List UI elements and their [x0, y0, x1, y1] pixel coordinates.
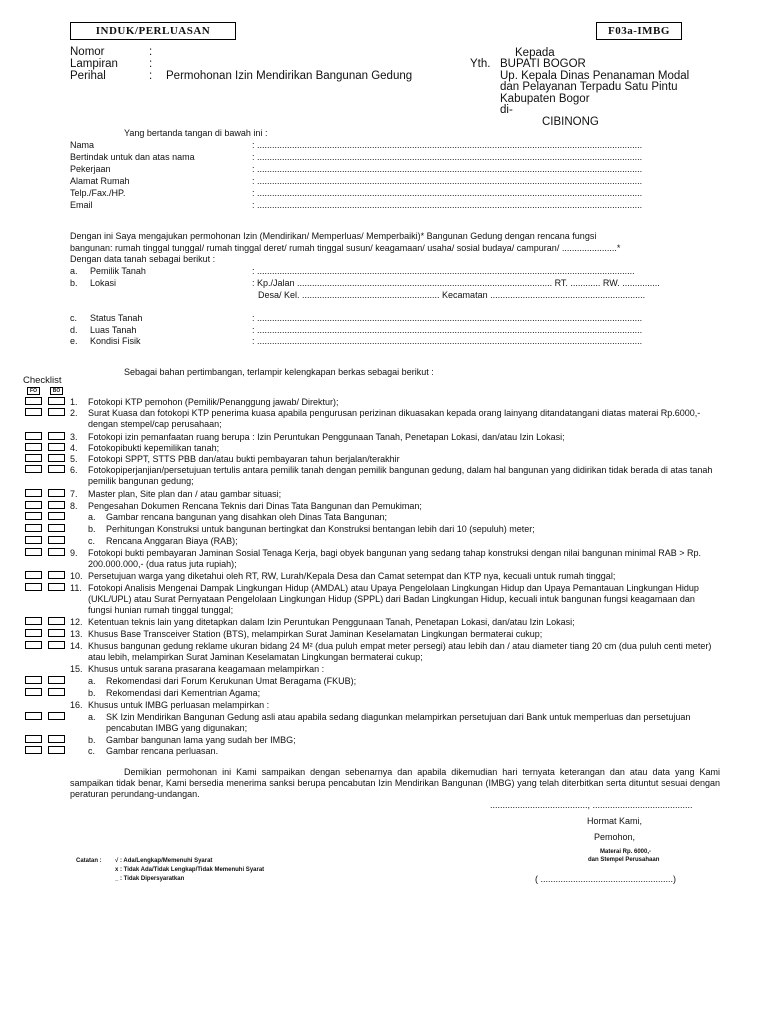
notes-line-3: _ : Tidak Dipersyaratkan — [115, 876, 185, 882]
field-colon: : — [252, 152, 255, 162]
checkbox-bo-1[interactable] — [48, 397, 65, 405]
checkbox-bo-13[interactable] — [48, 629, 65, 637]
land-label-pemilik: Pemilik Tanah — [90, 266, 146, 276]
checkbox-bo-8c[interactable] — [48, 536, 65, 544]
land-letter-e: e. — [70, 336, 78, 346]
checkbox-bo-16a[interactable] — [48, 712, 65, 720]
field-line-alamat[interactable]: : .......................................................................................................................................................... — [252, 176, 643, 186]
item-text: Fotokopi izin pemanfaatan ruang berupa : Izin Peruntukan Penggunaan Tanah, Penetapan Lokasi, dan/atau Izin Lokasi; — [88, 432, 565, 442]
checkbox-fo-16a[interactable] — [25, 712, 42, 720]
item-text: Khusus untuk sarana prasarana keagamaan melampirkan : — [88, 664, 325, 674]
item-text: Gambar rencana bangunan yang disahkan oleh Dinas Tata Bangunan; — [106, 512, 388, 522]
field-line-telp[interactable]: : .......................................................................................................................................................... — [252, 188, 643, 198]
field-colon: : — [252, 140, 255, 150]
field-label-alamat: Alamat Rumah — [70, 176, 130, 186]
land-line-lokasi-2[interactable]: Desa/ Kel. ....................................................... Kecamatan .............................................................. — [258, 290, 646, 300]
checkbox-fo-9[interactable] — [25, 548, 42, 556]
item-text: Pengesahan Dokumen Rencana Teknis dari Dinas Tata Bangunan dan Pemukiman; — [88, 501, 422, 511]
land-label-kondisi: Kondisi Fisik — [90, 336, 141, 346]
item-text: Master plan, Site plan dan / atau gambar situasi; — [88, 489, 282, 499]
place-date-line[interactable]: ......................................., ........................................ — [490, 800, 693, 810]
land-label-status: Status Tanah — [90, 313, 143, 323]
checkbox-fo-10[interactable] — [25, 571, 42, 579]
checklist-title: Checklist — [23, 375, 62, 386]
item-text: Fotokopi Analisis Mengenai Dampak Lingkungan Hidup (AMDAL) atau Upaya Pengelolaan Lingkungan Hidup dan Upaya Pemantauan Lingkungan Hidup (UKL/UPL) atau Surat Pernyataan Pengelolaan Lingkungan Hidup (SPPL) dari Badan Lingkungan Hidup, kecuali intuk bangunan fungsi keagamaan dan fungsi hunian rumah tinggal tunggal; — [88, 583, 699, 615]
item-number: 1. — [70, 397, 78, 407]
item-number: 15. — [70, 664, 83, 674]
address-line1: BUPATI BOGOR — [500, 58, 586, 70]
field-line-nama[interactable]: : .......................................................................................................................................................... — [252, 140, 643, 150]
checkbox-bo-16c[interactable] — [48, 746, 65, 754]
meta-perihal-value: Permohonan Izin Mendirikan Bangunan Gedung — [166, 70, 413, 82]
request-paragraph-line2: bangunan: rumah tinggal tunggal/ rumah tinggal deret/ rumah tinggal susun/ keagamaan/ usaha/ sosial budaya/ campuran/ ......................* — [70, 243, 621, 253]
checkbox-bo-3[interactable] — [48, 432, 65, 440]
item-letter: c. — [88, 536, 96, 546]
checkbox-fo-15a[interactable] — [25, 676, 42, 684]
checkbox-bo-2[interactable] — [48, 408, 65, 416]
land-line-kondisi[interactable]: : .......................................................................................................................................................... — [252, 336, 643, 346]
closing-paragraph: Demikian permohonan ini Kami sampaikan dengan sebenarnya dan apabila dikemudian hari ternyata keterangan dan atau data yang Kami sampaikan tidak benar, Kami bersedia menerima sanksi berupa pencabutan Izin Mendirikan Bangunan (IMBG) yang telah diterbitkan serta dituntut sesuai dengan peraturan perundang-undangan. — [70, 767, 720, 799]
item-text: Gambar bangunan lama yang sudah ber IMBG; — [106, 735, 296, 745]
checkbox-fo-16b[interactable] — [25, 735, 42, 743]
item-text: Fotokopi bukti pembayaran Jaminan Sosial Tenaga Kerja, bagi obyek bangunan yang sedang tahap konstruksi dengan nilai bangunan minimal RAB > Rp. 200.000.000,- (dua ratus juta rupiah); — [88, 548, 701, 569]
field-line-atas-nama[interactable]: : .......................................................................................................................................................... — [252, 152, 643, 162]
land-letter-a: a. — [70, 266, 78, 276]
checkbox-bo-15a[interactable] — [48, 676, 65, 684]
materai-note-2: dan Stempel Perusahaan — [588, 857, 660, 863]
item-number: 11. — [70, 583, 82, 593]
checkbox-fo-5[interactable] — [25, 454, 42, 462]
signature-name-line[interactable]: ( .....................................................) — [535, 874, 677, 884]
checkbox-fo-8[interactable] — [25, 501, 42, 509]
checkbox-fo-2[interactable] — [25, 408, 42, 416]
meta-lampiran-colon: : — [149, 58, 153, 70]
checkbox-fo-14[interactable] — [25, 641, 42, 649]
land-letter-b: b. — [70, 278, 78, 288]
notes-label: Catatan : — [76, 858, 102, 864]
item-text: SK Izin Mendirikan Bangunan Gedung asli atau apabila sedang diagunkan melampirkan persetujuan dari Bank untuk memperluas dan persetujuan pencabutan IMBG yang digunakan; — [106, 712, 691, 733]
land-line-lokasi-1[interactable]: : Kp./Jalan ...................................................................................................... RT. ............ RW. ............... — [252, 278, 660, 288]
field-colon: : — [252, 313, 255, 323]
field-colon: : — [252, 200, 255, 210]
checkbox-fo-1[interactable] — [25, 397, 42, 405]
field-line-email[interactable]: : .......................................................................................................................................................... — [252, 200, 643, 210]
field-label-pekerjaan: Pekerjaan — [70, 164, 111, 174]
checkbox-bo-5[interactable] — [48, 454, 65, 462]
checkbox-bo-6[interactable] — [48, 465, 65, 473]
field-colon: : — [252, 336, 255, 346]
checkbox-bo-4[interactable] — [48, 443, 65, 451]
notes-line-2: x : Tidak Ada/Tidak Lengkap/Tidak Memenuhi Syarat — [115, 867, 265, 873]
checkbox-bo-16b[interactable] — [48, 735, 65, 743]
item-number: 6. — [70, 465, 78, 475]
checkbox-fo-16c[interactable] — [25, 746, 42, 754]
land-intro: Dengan data tanah sebagai berikut : — [70, 254, 216, 264]
intro-text: Yang bertanda tangan di bawah ini : — [124, 128, 268, 138]
checkbox-fo-7[interactable] — [25, 489, 42, 497]
item-text: Surat Kuasa dan fotokopi KTP penerima kuasa apabila pengurusan perizinan dikuasakan kepada orang lainyang ditandatangani diatas materai Rp.6000,- dengan stempel/cap perusahaan; — [88, 408, 701, 429]
field-colon: : — [252, 325, 255, 335]
checkbox-bo-8[interactable] — [48, 501, 65, 509]
checkbox-fo-13[interactable] — [25, 629, 42, 637]
item-text: Fotokopi KTP pemohon (Pemilik/Penanggung jawab/ Direktur); — [88, 397, 339, 407]
land-label-luas: Luas Tanah — [90, 325, 137, 335]
item-number: 16. — [70, 700, 83, 710]
land-letter-d: d. — [70, 325, 78, 335]
meta-nomor-label: Nomor — [70, 46, 105, 58]
checkbox-fo-11[interactable] — [25, 583, 42, 591]
item-number: 5. — [70, 454, 78, 464]
item-text: Rekomendasi dari Forum Kerukunan Umat Beragama (FKUB); — [106, 676, 357, 686]
hormat-kami: Hormat Kami, — [587, 816, 643, 826]
item-number: 14. — [70, 641, 83, 651]
notes-line-1: √ : Ada/Lengkap/Memenuhi Syarat — [115, 858, 213, 864]
item-text: Khusus untuk IMBG perluasan melampirkan : — [88, 700, 270, 710]
request-paragraph-line1: Dengan ini Saya mengajukan permohonan Izin (Mendirikan/ Memperluas/ Memperbaiki)* Bangunan Gedung dengan rencana fungsi — [70, 231, 597, 241]
item-text: Khusus bangunan gedung reklame ukuran bidang 24 M² (dua puluh empat meter persegi) atau lebih dan / atau diameter tiang 20 cm (dua puluh centi meter) atau lebih, melampirkan Surat Jaminan Keselamatan Lingkungan bermaterai cukup; — [88, 641, 712, 662]
item-text: Khusus Base Transceiver Station (BTS), melampirkan Surat Jaminan Keselamatan Lingkungan bermaterai cukup; — [88, 629, 543, 639]
land-letter-c: c. — [70, 313, 78, 323]
checkbox-bo-11[interactable] — [48, 583, 65, 591]
checkbox-bo-8a[interactable] — [48, 512, 65, 520]
item-number: 7. — [70, 489, 78, 499]
address-kepada: Kepada — [515, 47, 555, 59]
checkbox-fo-15b[interactable] — [25, 688, 42, 696]
checkbox-fo-3[interactable] — [25, 432, 42, 440]
item-number: 10. — [70, 571, 83, 581]
address-line6: CIBINONG — [542, 116, 599, 128]
address-line2: Up. Kepala Dinas Penanaman Modal — [500, 70, 690, 82]
meta-lampiran-label: Lampiran — [70, 58, 118, 70]
item-number: 4. — [70, 443, 78, 453]
land-line-pemilik[interactable]: : ....................................................................................................................................................... — [252, 266, 635, 276]
address-line3: dan Pelayanan Terpadu Satu Pintu — [500, 81, 678, 93]
item-text: Persetujuan warga yang diketahui oleh RT, RW, Lurah/Kepala Desa dan Camat setempat dan KTP nya, kecuali untuk rumah tinggal; — [88, 571, 616, 581]
meta-nomor-colon: : — [149, 46, 153, 58]
field-label-nama: Nama — [70, 140, 95, 150]
checkbox-fo-8a[interactable] — [25, 512, 42, 520]
item-text: Fotokopi SPPT, STTS PBB dan/atau bukti pembayaran tahun berjalan/terakhir — [88, 454, 400, 464]
address-yth: Yth. — [470, 58, 491, 70]
item-text: Rekomendasi dari Kementrian Agama; — [106, 688, 261, 698]
land-line-luas[interactable]: : .......................................................................................................................................................... — [252, 325, 643, 335]
item-number: 8. — [70, 501, 78, 511]
materai-note-1: Materai Rp. 6000,- — [600, 849, 652, 855]
form-code-box: F03a-IMBG — [596, 22, 682, 40]
item-number: 12. — [70, 617, 83, 627]
field-line-pekerjaan[interactable]: : .......................................................................................................................................................... — [252, 164, 643, 174]
checkbox-fo-8c[interactable] — [25, 536, 42, 544]
checkbox-bo-8b[interactable] — [48, 524, 65, 532]
item-text: Perhitungan Konstruksi untuk bangunan bertingkat dan Konstruksi bentangan lebih dari 10 (sepuluh) meter; — [106, 524, 535, 534]
checkbox-bo-10[interactable] — [48, 571, 65, 579]
item-text: Fotokopiperjanjian/persetujuan tertulis antara pemilik tanah dengan pemilik bangunan gedung, dalam hal bangunan yang didirikan tidak berada di atas tanah pemilik bangunan gedung; — [88, 465, 713, 486]
meta-perihal-colon: : — [149, 70, 153, 82]
item-letter: b. — [88, 688, 96, 698]
checkbox-bo-12[interactable] — [48, 617, 65, 625]
checkbox-fo-12[interactable] — [25, 617, 42, 625]
field-colon: : — [252, 188, 255, 198]
meta-perihal-label: Perihal — [70, 70, 106, 82]
item-text: Rencana Anggaran Biaya (RAB); — [106, 536, 238, 546]
item-text: Fotokopibukti kepemilikan tanah; — [88, 443, 220, 453]
address-line4: Kabupaten Bogor — [500, 93, 590, 105]
checklist-col-bo: BO — [50, 387, 63, 395]
field-colon: : — [252, 176, 255, 186]
item-number: 13. — [70, 629, 83, 639]
checkbox-bo-7[interactable] — [48, 489, 65, 497]
attach-intro: Sebagai bahan pertimbangan, terlampir kelengkapan berkas sebagai berikut : — [124, 367, 434, 377]
item-letter: c. — [88, 746, 96, 756]
item-text: Gambar rencana perluasan. — [106, 746, 219, 756]
item-letter: a. — [88, 676, 96, 686]
item-number: 2. — [70, 408, 78, 418]
form-type-box: INDUK/PERLUASAN — [70, 22, 236, 40]
checkbox-bo-9[interactable] — [48, 548, 65, 556]
checkbox-fo-6[interactable] — [25, 465, 42, 473]
field-label-email: Email — [70, 200, 93, 210]
item-text: Ketentuan teknis lain yang ditetapkan dalam Izin Peruntukan Penggunaan Tanah, Penetapan Lokasi, dan/atau Izin Lokasi; — [88, 617, 575, 627]
checkbox-fo-4[interactable] — [25, 443, 42, 451]
pemohon-label: Pemohon, — [594, 832, 636, 842]
item-letter: b. — [88, 524, 96, 534]
field-label-telp: Telp./Fax./HP. — [70, 188, 126, 198]
item-letter: b. — [88, 735, 96, 745]
item-number: 9. — [70, 548, 78, 558]
land-line-status[interactable]: : .......................................................................................................................................................... — [252, 313, 643, 323]
field-label-atas-nama: Bertindak untuk dan atas nama — [70, 152, 195, 162]
checkbox-bo-15b[interactable] — [48, 688, 65, 696]
item-letter: a. — [88, 712, 96, 722]
checkbox-fo-8b[interactable] — [25, 524, 42, 532]
address-line5: di- — [500, 104, 513, 116]
field-colon: : — [252, 266, 255, 276]
item-number: 3. — [70, 432, 78, 442]
checklist-col-fo: FO — [27, 387, 40, 395]
checkbox-bo-14[interactable] — [48, 641, 65, 649]
land-label-lokasi: Lokasi — [90, 278, 117, 288]
field-colon: : — [252, 164, 255, 174]
item-letter: a. — [88, 512, 96, 522]
